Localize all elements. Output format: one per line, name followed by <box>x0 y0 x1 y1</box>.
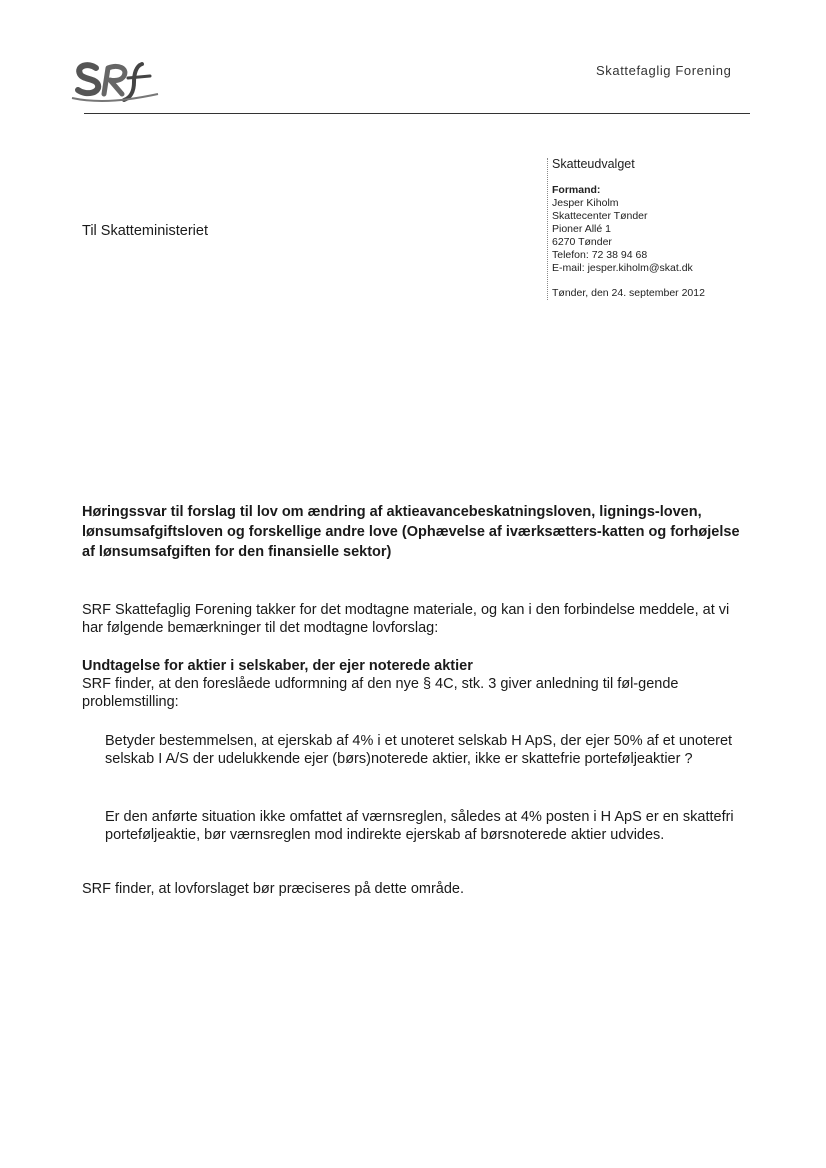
section-title: Undtagelse for aktier i selskaber, der ejer noterede aktier <box>82 658 473 674</box>
sender-city: 6270 Tønder <box>552 236 612 248</box>
letter-date: Tønder, den 24. september 2012 <box>552 287 705 299</box>
question-paragraph-1: Betyder bestemmelsen, at ejerskab af 4% i et unoteret selskab H ApS, der ejer 50% af et unoteret selskab I A/S der udelukkende ejer (børs)noterede aktier, ikke er skattefrie porteføljeaktier ? <box>105 733 733 767</box>
organization-name: Skattefaglig Forening <box>596 63 732 78</box>
intro-paragraph: SRF Skattefaglig Forening takker for det modtagne materiale, og kan i den forbindelse meddele, at vi har følgende bemærkninger til det modtagne lovforslag: <box>82 602 730 636</box>
conclusion-paragraph: SRF finder, at lovforslaget bør præciseres på dette område. <box>82 881 465 897</box>
sender-name: Jesper Kiholm <box>552 197 619 209</box>
recipient: Til Skatteministeriet <box>82 223 208 239</box>
sender-phone: Telefon: 72 38 94 68 <box>552 249 648 261</box>
sender-role: Formand: <box>552 184 601 196</box>
srf-logo <box>70 54 162 104</box>
sender-street: Pioner Allé 1 <box>552 223 611 235</box>
header-divider <box>84 113 750 114</box>
section-text: SRF finder, at den foreslåede udformning af den nye § 4C, stk. 3 giver anledning til føl-gende problemstilling: <box>82 676 679 710</box>
sender-office: Skattecenter Tønder <box>552 210 648 222</box>
sender-block <box>547 158 792 300</box>
letter-subject: Høringssvar til forslag til lov om ændring af aktieavancebeskatningsloven, lignings-loven, lønsumsafgiftsloven og forskellige andre love (Ophævelse af iværksætters-katten og forhøjelse af lønsumsafgiften for den finansielle sektor) <box>82 504 740 560</box>
committee-name: Skatteudvalget <box>552 157 635 171</box>
question-paragraph-2: Er den anførte situation ikke omfattet af værnsreglen, således at 4% posten i H ApS er en skattefri porteføljeaktie, bør værnsreglen mod indirekte ejerskab af børsnoterede aktier udvides. <box>105 809 734 843</box>
sender-email: E-mail: jesper.kiholm@skat.dk <box>552 262 693 274</box>
section-block <box>82 657 742 711</box>
